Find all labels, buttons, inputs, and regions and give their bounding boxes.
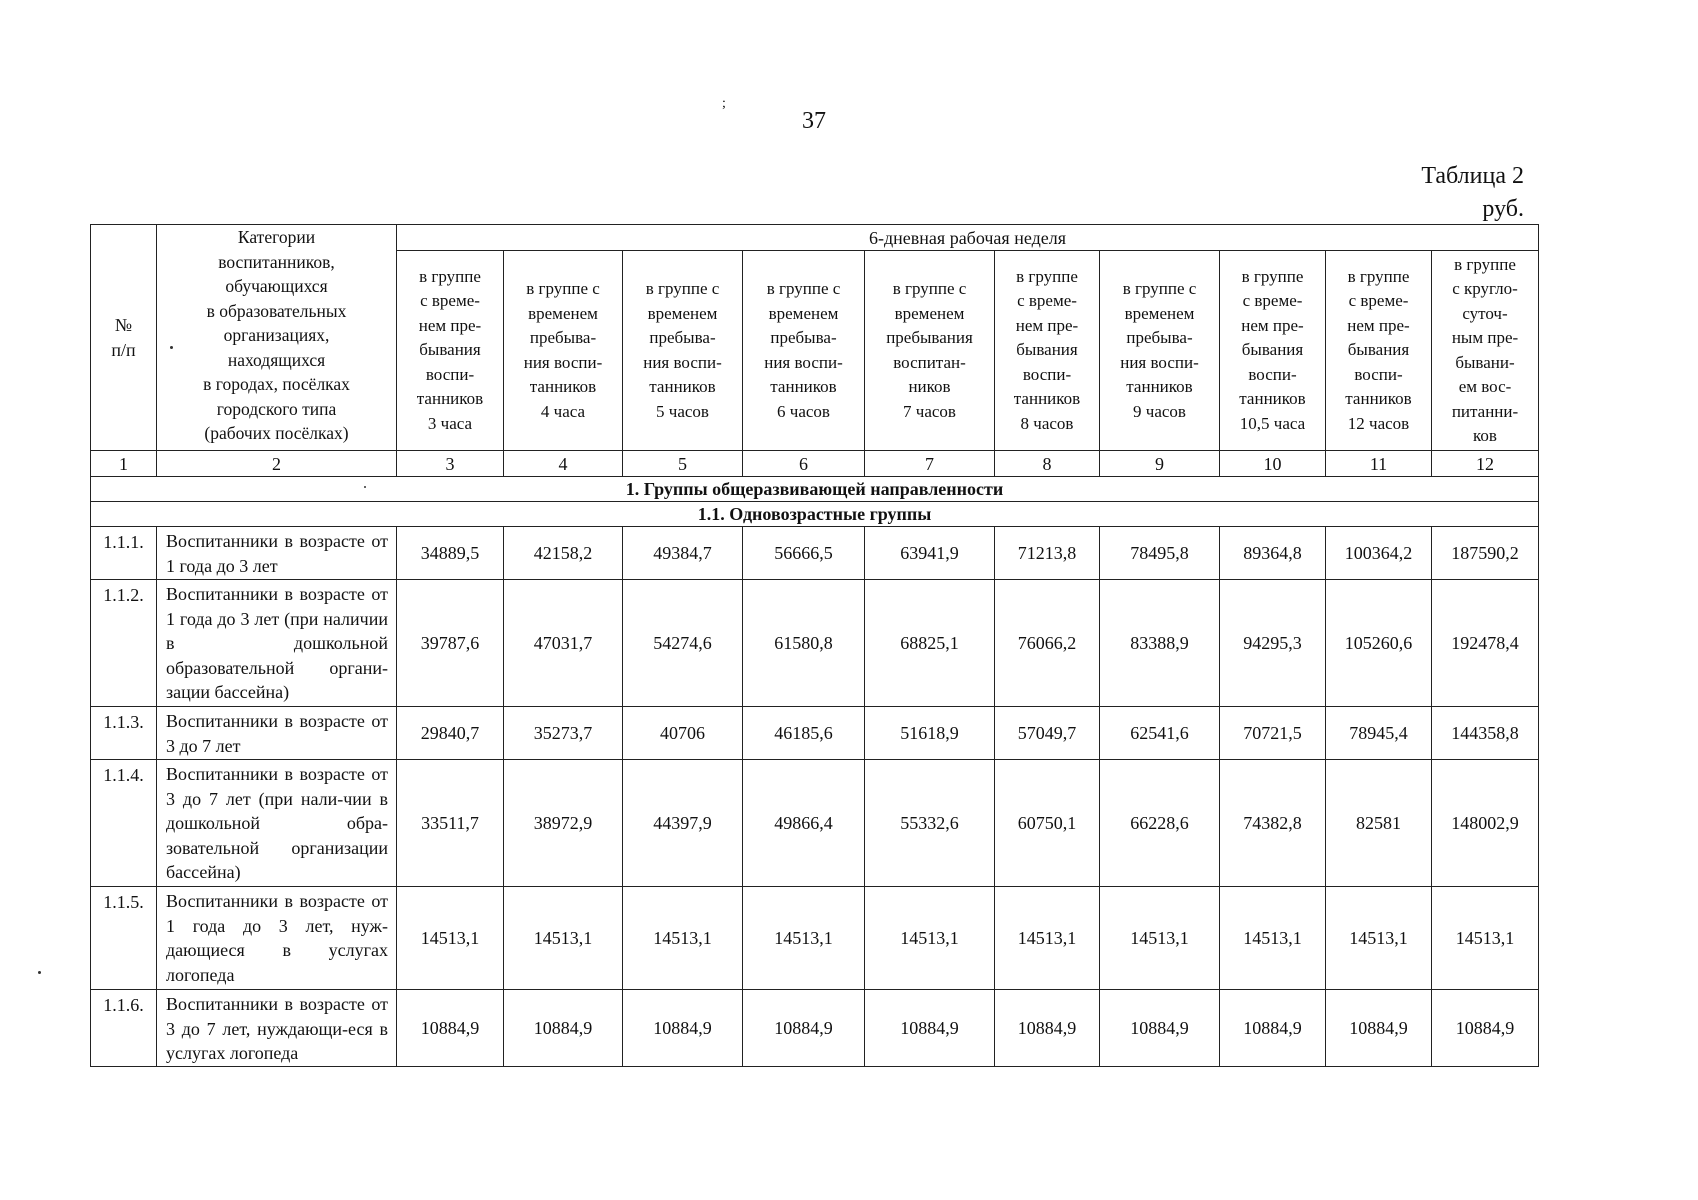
row-category: Воспитанники в возрасте от 3 до 7 лет, нуждающи-еся в услугах логопеда [157,990,397,1067]
cell-value: 94295,3 [1220,580,1326,707]
cell-value: 76066,2 [995,580,1100,707]
column-number: 10 [1220,451,1326,477]
stray-mark: ; [722,96,726,111]
header-group-title: 6-дневная рабочая неделя [397,225,1539,251]
row-category: Воспитанники в возрасте от 3 до 7 лет (при нали-чии в дошкольной обра-зовательной организации бассейна) [157,760,397,887]
header-col-10: в группе с време- нем пре- бывания воспи- танников 10,5 часа [1220,251,1326,451]
header-col-6: в группе с временем пребыва- ния воспи- танников 6 часов [743,251,865,451]
subsection-title: 1.1. Одновозрастные группы [91,502,1539,527]
cell-value: 70721,5 [1220,707,1326,760]
cell-value: 10884,9 [1220,990,1326,1067]
row-number: 1.1.4. [91,760,157,887]
cell-value: 33511,7 [397,760,504,887]
cell-value: 14513,1 [865,887,995,990]
cell-value: 100364,2 [1326,527,1432,580]
cell-value: 10884,9 [623,990,743,1067]
cell-value: 38972,9 [504,760,623,887]
cell-value: 10884,9 [865,990,995,1067]
cell-value: 68825,1 [865,580,995,707]
cell-value: 10884,9 [1326,990,1432,1067]
row-number: 1.1.5. [91,887,157,990]
table-row [91,887,1539,990]
row-number: 1.1.3. [91,707,157,760]
cell-value: 62541,6 [1100,707,1220,760]
table-unit: руб. [1482,196,1524,222]
row-category: Воспитанники в возрасте от 1 года до 3 лет [157,527,397,580]
column-number: 5 [623,451,743,477]
cell-value: 144358,8 [1432,707,1539,760]
cell-value: 14513,1 [1220,887,1326,990]
cell-value: 187590,2 [1432,527,1539,580]
cell-value: 49384,7 [623,527,743,580]
tariff-table [90,224,1539,1067]
cell-value: 34889,5 [397,527,504,580]
cell-value: 10884,9 [397,990,504,1067]
cell-value: 82581 [1326,760,1432,887]
cell-value: 14513,1 [1432,887,1539,990]
cell-value: 14513,1 [1326,887,1432,990]
cell-value: 71213,8 [995,527,1100,580]
cell-value: 74382,8 [1220,760,1326,887]
cell-value: 83388,9 [1100,580,1220,707]
header-col-4: в группе с временем пребыва- ния воспи- танников 4 часа [504,251,623,451]
cell-value: 51618,9 [865,707,995,760]
row-number: 1.1.1. [91,527,157,580]
cell-value: 60750,1 [995,760,1100,887]
cell-value: 10884,9 [743,990,865,1067]
header-col-11: в группе с време- нем пре- бывания воспи- танников 12 часов [1326,251,1432,451]
cell-value: 42158,2 [504,527,623,580]
cell-value: 29840,7 [397,707,504,760]
column-number: 7 [865,451,995,477]
cell-value: 35273,7 [504,707,623,760]
cell-value: 57049,7 [995,707,1100,760]
page-number: 37 [802,108,826,134]
row-category: Воспитанники в возрасте от 1 года до 3 лет (при наличии в дошкольной образовательной органи-зации бассейна) [157,580,397,707]
column-number: 9 [1100,451,1220,477]
column-number: 6 [743,451,865,477]
cell-value: 89364,8 [1220,527,1326,580]
cell-value: 10884,9 [1432,990,1539,1067]
cell-value: 61580,8 [743,580,865,707]
cell-value: 39787,6 [397,580,504,707]
row-category: Воспитанники в возрасте от 3 до 7 лет [157,707,397,760]
table-row [91,580,1539,707]
cell-value: 44397,9 [623,760,743,887]
scan-speck [38,971,41,974]
row-number: 1.1.2. [91,580,157,707]
cell-value: 14513,1 [623,887,743,990]
header-col-category: Категории воспитанников, обучающихся в образовательных организациях, находящихся в городах, посёлках городского типа (рабочих посёлках) [157,225,397,451]
cell-value: 10884,9 [1100,990,1220,1067]
cell-value: 40706 [623,707,743,760]
table-row [91,760,1539,887]
table-row [91,527,1539,580]
row-category: Воспитанники в возрасте от 1 года до 3 лет, нуж-дающиеся в услугах логопеда [157,887,397,990]
cell-value: 78495,8 [1100,527,1220,580]
column-number: 2 [157,451,397,477]
table-row [91,707,1539,760]
cell-value: 10884,9 [995,990,1100,1067]
header-col-3: в группе с време- нем пре- бывания воспи- танников 3 часа [397,251,504,451]
cell-value: 14513,1 [1100,887,1220,990]
cell-value: 66228,6 [1100,760,1220,887]
row-number: 1.1.6. [91,990,157,1067]
cell-value: 47031,7 [504,580,623,707]
cell-value: 105260,6 [1326,580,1432,707]
cell-value: 56666,5 [743,527,865,580]
header-col-9: в группе с временем пребыва- ния воспи- танников 9 часов [1100,251,1220,451]
cell-value: 14513,1 [995,887,1100,990]
cell-value: 148002,9 [1432,760,1539,887]
column-number: 12 [1432,451,1539,477]
column-number: 11 [1326,451,1432,477]
cell-value: 14513,1 [743,887,865,990]
section-title: 1. Группы общеразвивающей направленности [91,477,1539,502]
cell-value: 192478,4 [1432,580,1539,707]
column-number: 1 [91,451,157,477]
header-col-8: в группе с време- нем пре- бывания воспи- танников 8 часов [995,251,1100,451]
header-col-12: в группе с кругло- суточ- ным пре- бывани- ем вос- питанни- ков [1432,251,1539,451]
column-number: 4 [504,451,623,477]
cell-value: 10884,9 [504,990,623,1067]
header-col-no: № п/п [91,225,157,451]
header-col-5: в группе с временем пребыва- ния воспи- танников 5 часов [623,251,743,451]
cell-value: 46185,6 [743,707,865,760]
cell-value: 14513,1 [397,887,504,990]
cell-value: 63941,9 [865,527,995,580]
cell-value: 78945,4 [1326,707,1432,760]
cell-value: 14513,1 [504,887,623,990]
cell-value: 55332,6 [865,760,995,887]
header-col-7: в группе с временем пребывания воспитан- ников 7 часов [865,251,995,451]
cell-value: 54274,6 [623,580,743,707]
cell-value: 49866,4 [743,760,865,887]
column-number: 8 [995,451,1100,477]
column-number: 3 [397,451,504,477]
table-caption: Таблица 2 [1421,163,1524,189]
table-row [91,990,1539,1067]
